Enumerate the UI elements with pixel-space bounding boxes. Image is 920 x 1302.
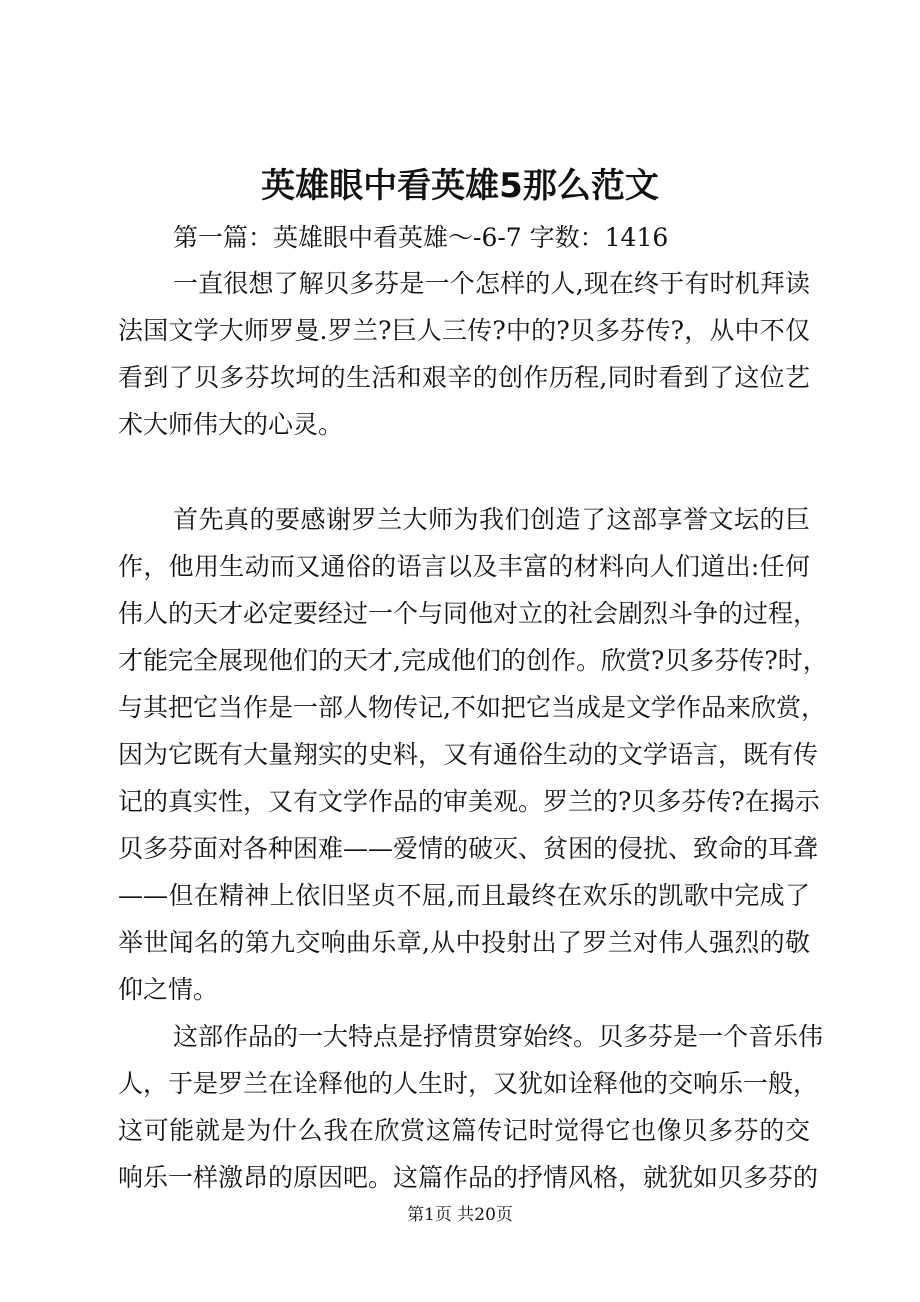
paragraph-line: 法国文学大师罗曼.罗兰?巨人三传?中的?贝多芬传?，从中不仅: [118, 316, 810, 345]
paragraph-line: 贝多芬面对各种困难——爱情的破灭、贫困的侵扰、致命的耳聋: [118, 834, 819, 863]
paragraph-line: 才能完全展现他们的天才,完成他们的创作。欣赏?贝多芬传?时，: [118, 646, 828, 675]
page-footer: 第1页 共20页: [407, 1205, 513, 1225]
paragraph-line: 举世闻名的第九交响曲乐章,从中投射出了罗兰对伟人强烈的敬: [118, 928, 810, 957]
paragraph-line: ——但在精神上依旧坚贞不屈,而且最终在欢乐的凯歌中完成了: [118, 881, 810, 910]
paragraph-line: 术大师伟大的心灵。: [118, 410, 344, 439]
document-subtitle: 第一篇：英雄眼中看英雄～-6-7 字数：1416: [173, 223, 669, 252]
paragraph-line: 首先真的要感谢罗兰大师为我们创造了这部享誉文坛的巨: [173, 505, 810, 534]
paragraph-line: 因为它既有大量翔实的史料，又有通俗生动的文学语言，既有传: [118, 740, 819, 769]
paragraph-line: 一直很想了解贝多芬是一个怎样的人,现在终于有时机拜读: [173, 269, 810, 298]
paragraph-line: 看到了贝多芬坎坷的生活和艰辛的创作历程,同时看到了这位艺: [118, 363, 810, 392]
paragraph-line: 人，于是罗兰在诠释他的人生时，又犹如诠释他的交响乐一般，: [118, 1069, 819, 1098]
paragraph-line: 伟人的天才必定要经过一个与同他对立的社会剧烈斗争的过程，: [118, 599, 819, 628]
paragraph-line: 仰之情。: [118, 975, 219, 1004]
paragraph-line: 与其把它当作是一部人物传记,不如把它当成是文学作品来欣赏，: [118, 693, 826, 722]
paragraph-line: 这部作品的一大特点是抒情贯穿始终。贝多芬是一个音乐伟: [173, 1022, 824, 1051]
paragraph-line: 响乐一样激昂的原因吧。这篇作品的抒情风格，就犹如贝多芬的: [118, 1163, 819, 1192]
paragraph-line: 记的真实性，又有文学作品的审美观。罗兰的?贝多芬传?在揭示: [118, 787, 820, 816]
paragraph-line: 这可能就是为什么我在欣赏这篇传记时觉得它也像贝多芬的交: [118, 1116, 810, 1145]
paragraph-line: 作，他用生动而又通俗的语言以及丰富的材料向人们道出:任何: [118, 552, 810, 581]
document-title: 英雄眼中看英雄5那么范文: [261, 166, 659, 206]
